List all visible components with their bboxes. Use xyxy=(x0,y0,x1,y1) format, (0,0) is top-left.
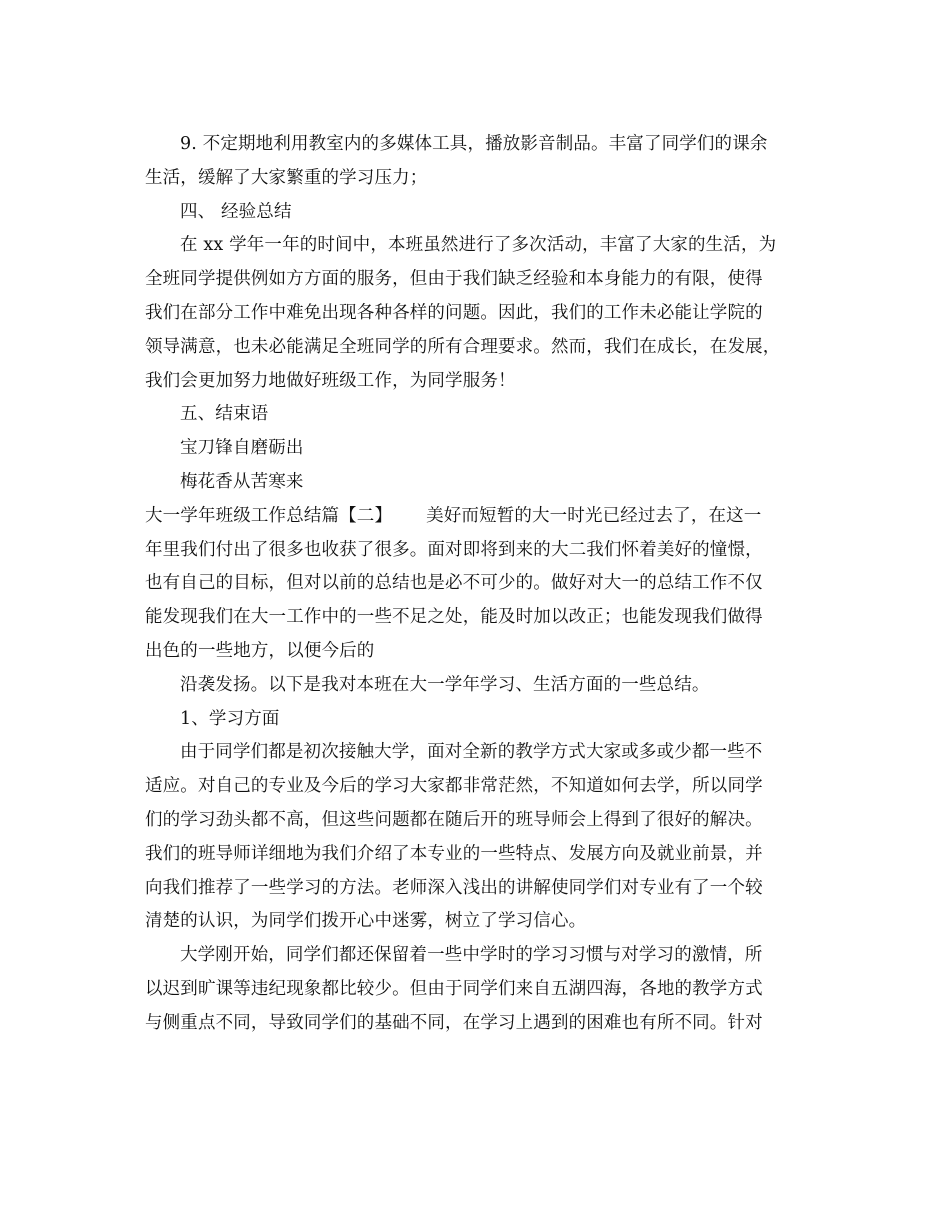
line-text: 向我们推荐了一些学习的方法。老师深入浅出的讲解使同学们对专业有了一个较 xyxy=(145,877,763,898)
verse-line xyxy=(145,432,805,466)
paragraph-line xyxy=(145,567,805,601)
document-body xyxy=(145,128,805,1041)
paragraph-line xyxy=(145,162,805,196)
line-text: 清楚的认识，为同学们拨开心中迷雾，树立了学习信心。 xyxy=(145,911,587,932)
line-text: 能发现我们在大一工作中的一些不足之处，能及时加以改正；也能发现我们做得 xyxy=(145,607,763,628)
heading-text: 五、结束语 xyxy=(180,404,269,425)
line-text: 宝刀锋自磨砺出 xyxy=(180,438,304,459)
paragraph-line xyxy=(145,939,805,973)
paragraph-line xyxy=(145,736,805,770)
line-text: 年里我们付出了很多也收获了很多。面对即将到来的大二我们怀着美好的憧憬， xyxy=(145,539,763,560)
paragraph-line xyxy=(145,872,805,906)
line-text: 9. 不定期地利用教室内的多媒体工具，播放影音制品。丰富了同学们的课余 xyxy=(180,134,768,154)
paragraph-line xyxy=(145,331,805,365)
section-heading-study xyxy=(145,703,805,737)
line-text: 领导满意，也未必能满足全班同学的所有合理要求。然而，我们在成长，在发展， xyxy=(145,336,781,357)
line-text: 出色的一些地方，以便今后的 xyxy=(145,640,375,661)
line-text: 以迟到旷课等违纪现象都比较少。但由于同学们来自五湖四海，各地的教学方式 xyxy=(145,978,763,999)
line-text: 沿袭发扬。以下是我对本班在大一学年学习、生活方面的一些总结。 xyxy=(180,674,710,695)
line-text: 与侧重点不同，导致同学们的基础不同，在学习上遇到的困难也有所不同。针对 xyxy=(145,1012,763,1033)
line-text: 也有自己的目标，但对以前的总结也是必不可少的。做好对大一的总结工作不仅 xyxy=(145,573,763,594)
line-text: 由于同学们都是初次接触大学，面对全新的教学方式大家或多或少都一些不 xyxy=(180,742,763,763)
article-title-line xyxy=(145,500,805,534)
line-text: 我们在部分工作中难免出现各种各样的问题。因此，我们的工作未必能让学院的 xyxy=(145,302,763,323)
line-text: 全班同学提供例如方方面的服务，但由于我们缺乏经验和本身能力的有限，使得 xyxy=(145,269,763,290)
paragraph-line xyxy=(145,263,805,297)
paragraph-line xyxy=(145,804,805,838)
paragraph-line xyxy=(145,534,805,568)
line-text: 我们的班导师详细地为我们介绍了本专业的一些特点、发展方向及就业前景，并 xyxy=(145,843,763,864)
section-heading-conclusion xyxy=(145,398,805,432)
section-heading-experience xyxy=(145,196,805,230)
line-text: 适应。对自己的专业及今后的学习大家都非常茫然，不知道如何去学，所以同学 xyxy=(145,776,763,797)
line-text: 我们会更加努力地做好班级工作，为同学服务！ xyxy=(145,370,516,391)
heading-text: 1、学习方面 xyxy=(180,708,280,729)
paragraph-line xyxy=(145,838,805,872)
paragraph-line xyxy=(145,669,805,703)
paragraph-line xyxy=(145,601,805,635)
paragraph-line xyxy=(145,229,805,263)
heading-text: 四、 经验总结 xyxy=(180,201,292,222)
verse-line xyxy=(145,466,805,500)
line-text: 们的学习劲头都不高，但这些问题都在随后开的班导师会上得到了很好的解决。 xyxy=(145,809,763,830)
paragraph-line xyxy=(145,297,805,331)
line-text: 大学刚开始，同学们都还保留着一些中学时的学习习惯与对学习的激情，所 xyxy=(180,945,763,966)
paragraph-line xyxy=(145,973,805,1007)
line-text: 美好而短暂的大一时光已经过去了，在这一 xyxy=(426,505,762,526)
list-item-9 xyxy=(145,128,805,162)
article-title: 大一学年班级工作总结篇【二】 xyxy=(145,505,393,526)
paragraph-line xyxy=(145,1007,805,1041)
paragraph-line xyxy=(145,905,805,939)
paragraph-line xyxy=(145,365,805,399)
line-text: 在 xx 学年一年的时间中，本班虽然进行了多次活动，丰富了大家的生活，为 xyxy=(180,235,777,256)
line-text: 梅花香从苦寒来 xyxy=(180,471,304,492)
paragraph-line xyxy=(145,635,805,669)
paragraph-line xyxy=(145,770,805,804)
line-text: 生活，缓解了大家繁重的学习压力； xyxy=(145,167,428,188)
